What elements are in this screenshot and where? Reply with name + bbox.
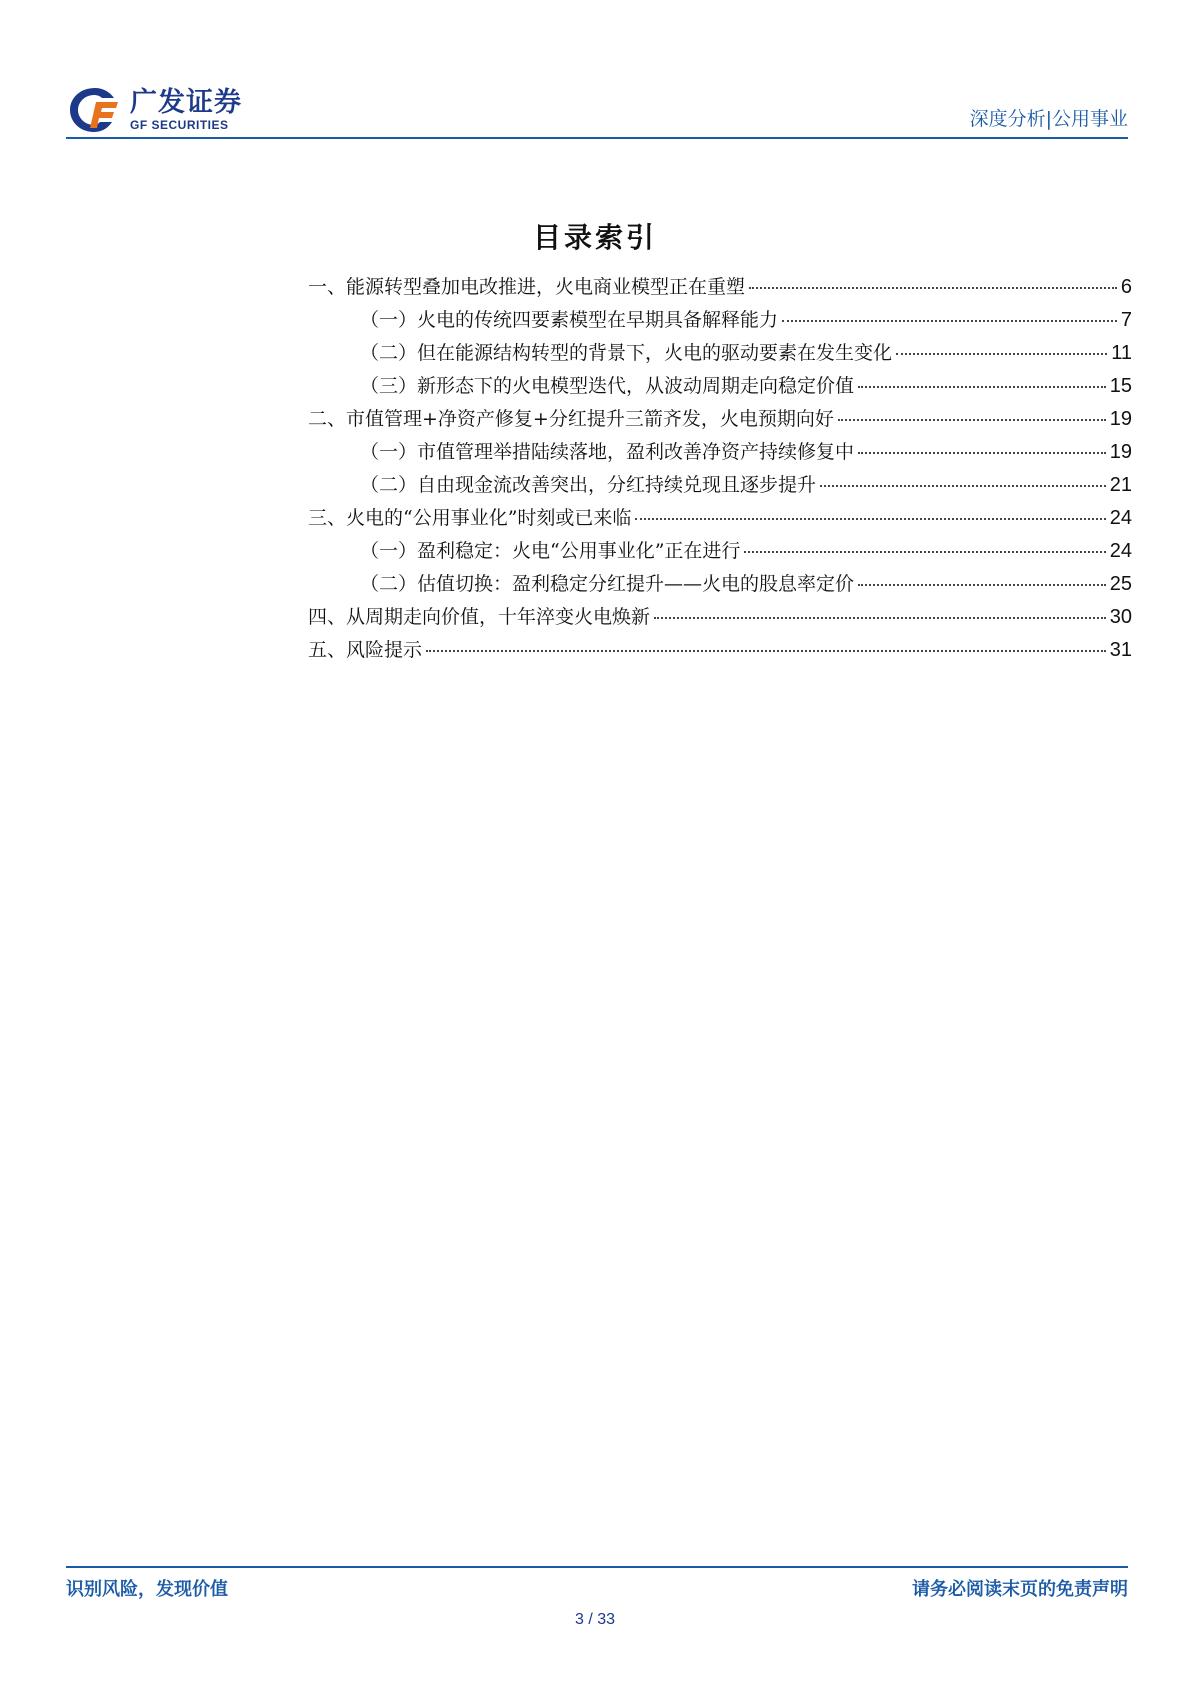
toc-entry-page: 6: [1120, 276, 1132, 298]
toc-dot-leader: [896, 353, 1107, 355]
toc-entry[interactable]: [308, 437, 1132, 470]
table-of-contents: [308, 272, 1132, 668]
toc-dot-leader: [782, 320, 1117, 322]
toc-entry-page: 19: [1109, 441, 1132, 463]
toc-entry-label: 一、能源转型叠加电改推进，火电商业模型正在重塑: [308, 276, 746, 298]
toc-dot-leader: [654, 617, 1106, 619]
toc-entry[interactable]: [308, 371, 1132, 404]
toc-title: 目录索引: [532, 221, 657, 254]
toc-entry-label: （一）火电的传统四要素模型在早期具备解释能力: [360, 309, 779, 331]
toc-entry-page: 11: [1111, 342, 1132, 364]
toc-entry-page: 30: [1109, 606, 1132, 628]
toc-dot-leader: [635, 518, 1105, 520]
toc-entry-label: （二）估值切换：盈利稳定分红提升——火电的股息率定价: [360, 573, 855, 595]
toc-entry-page: 24: [1109, 507, 1132, 529]
gf-logo-icon: [66, 84, 124, 136]
header-divider: [66, 137, 1128, 139]
toc-entry[interactable]: [308, 272, 1132, 305]
toc-dot-leader: [858, 452, 1106, 454]
toc-dot-leader: [744, 551, 1105, 553]
toc-entry-label: （三）新形态下的火电模型迭代，从波动周期走向稳定价值: [360, 375, 855, 397]
page-header: [66, 84, 1128, 140]
toc-entry-label: 二、市值管理+净资产修复+分红提升三箭齐发，火电预期向好: [308, 408, 834, 430]
toc-dot-leader: [426, 650, 1106, 652]
toc-entry[interactable]: [308, 569, 1132, 602]
toc-entry-label: 三、火电的“公用事业化”时刻或已来临: [308, 507, 632, 529]
logo-chinese-name: 广发证券: [130, 87, 242, 118]
toc-entry-label: （二）但在能源结构转型的背景下，火电的驱动要素在发生变化: [360, 342, 893, 364]
page-number: 3 / 33: [574, 1611, 616, 1628]
toc-entry[interactable]: [308, 536, 1132, 569]
footer-disclaimer-note: 请务必阅读末页的免责声明: [912, 1579, 1128, 1600]
toc-entry[interactable]: [308, 338, 1132, 371]
toc-entry[interactable]: [308, 305, 1132, 338]
report-category: 深度分析|公用事业: [969, 108, 1128, 130]
toc-entry[interactable]: [308, 635, 1132, 668]
toc-entry-page: 24: [1109, 540, 1132, 562]
toc-dot-leader: [820, 485, 1106, 487]
toc-entry-label: （一）市值管理举措陆续落地，盈利改善净资产持续修复中: [360, 441, 855, 463]
toc-entry-label: 四、从周期走向价值，十年淬变火电焕新: [308, 606, 651, 628]
toc-entry[interactable]: [308, 470, 1132, 503]
toc-dot-leader: [858, 584, 1106, 586]
toc-entry-label: （一）盈利稳定：火电“公用事业化”正在进行: [360, 540, 741, 562]
toc-entry-page: 25: [1109, 573, 1132, 595]
gf-securities-logo: [66, 84, 242, 136]
toc-entry-page: 31: [1109, 639, 1132, 661]
toc-entry-label: （二）自由现金流改善突出，分红持续兑现且逐步提升: [360, 474, 817, 496]
toc-entry[interactable]: [308, 404, 1132, 437]
toc-entry-page: 21: [1109, 474, 1132, 496]
toc-entry-label: 五、风险提示: [308, 639, 423, 661]
logo-english-name: GF SECURITIES: [130, 118, 229, 132]
toc-entry-page: 15: [1109, 375, 1132, 397]
toc-entry[interactable]: [308, 602, 1132, 635]
toc-entry-page: 19: [1109, 408, 1132, 430]
footer-divider: [66, 1566, 1128, 1568]
toc-dot-leader: [749, 287, 1117, 289]
toc-dot-leader: [838, 419, 1106, 421]
toc-entry-page: 7: [1120, 309, 1132, 331]
toc-entry[interactable]: [308, 503, 1132, 536]
toc-dot-leader: [858, 386, 1106, 388]
footer-slogan: 识别风险，发现价值: [66, 1579, 228, 1600]
